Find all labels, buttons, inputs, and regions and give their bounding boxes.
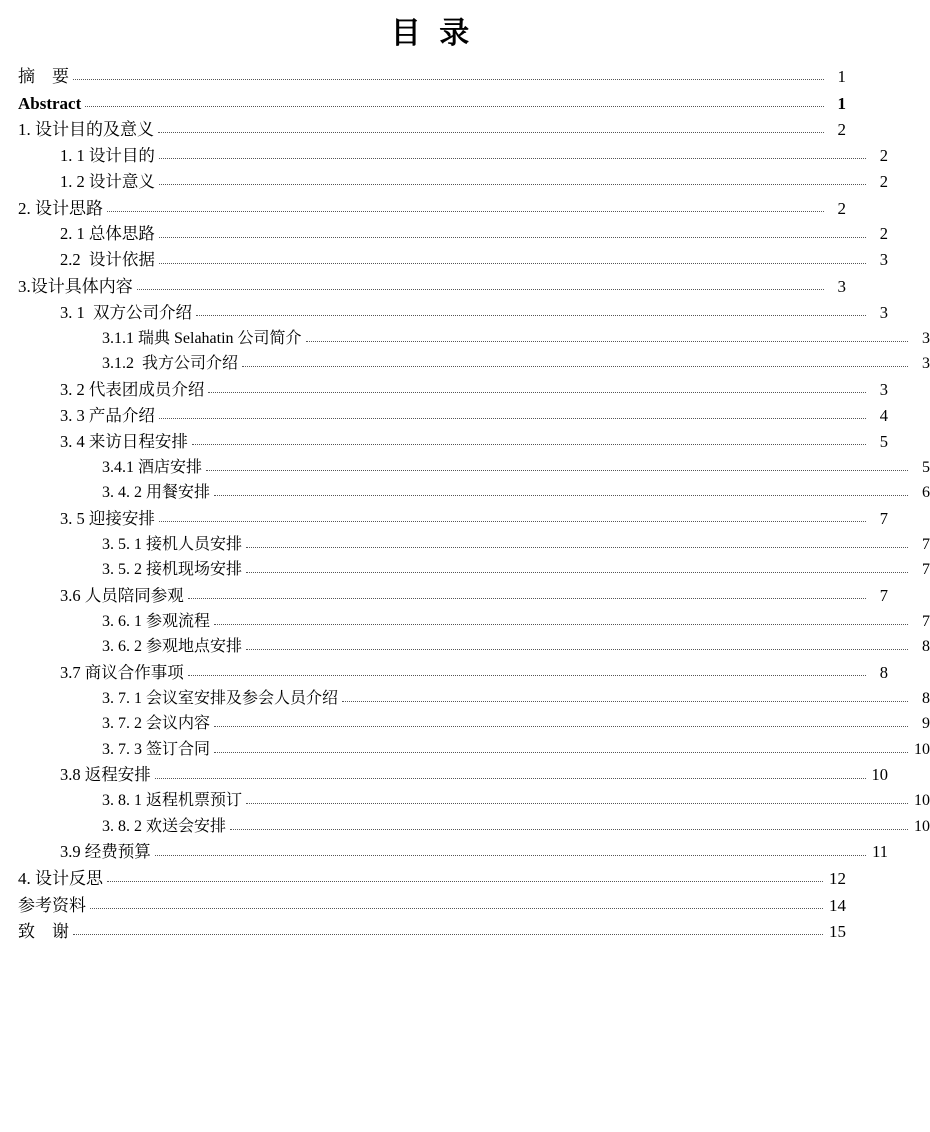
toc-leader-dots [159,183,866,185]
toc-entry[interactable] [18,537,930,553]
toc-entry-label: 3. 5 迎接安排 [60,508,155,528]
toc-entry[interactable] [18,302,888,322]
toc-leader-dots [158,131,824,133]
toc-entry-page-number: 10 [914,792,930,809]
toc-entry-page-number: 3 [922,355,930,372]
toc-entry-label: 3.6 人员陪同参观 [60,585,184,605]
toc-entry[interactable] [18,95,846,112]
toc-entry[interactable] [18,742,930,758]
toc-leader-dots [192,443,866,445]
toc-entry-page-number: 8 [922,638,930,655]
toc-entry-label: 1. 1 设计目的 [60,145,155,165]
toc-entry[interactable] [18,897,846,914]
toc-entry-page-number: 4 [879,405,888,425]
toc-entry[interactable] [18,252,888,269]
toc-leader-dots [159,157,866,159]
toc-leader-dots [90,907,823,909]
page-title: 目 录 [390,16,474,51]
toc-entry[interactable] [18,844,888,861]
toc-entry[interactable] [18,278,846,295]
toc-leader-dots [155,777,866,779]
toc-entry-label: 3.1.2 我方公司介绍 [102,355,239,372]
toc-entry[interactable] [18,923,846,940]
toc-entry[interactable] [18,819,930,835]
toc-entry-page-number: 9 [922,715,930,732]
toc-leader-dots [159,417,866,419]
toc-entry-page-number: 2 [837,120,846,139]
toc-entry-label: 3. 7. 1 会议室安排及参会人员介绍 [102,689,339,707]
toc-entry-label: 3.4.1 酒店安排 [102,458,203,476]
toc-entry-page-number: 8 [922,689,930,707]
toc-entry-label: 3.8 返程安排 [60,765,151,784]
toc-entry-page-number: 1 [837,93,846,113]
toc-entry-label: 3. 8. 1 返程机票预订 [102,792,243,809]
toc-leader-dots [159,262,866,264]
toc-entry-page-number: 15 [829,922,846,941]
toc-entry-page-number: 12 [829,869,846,888]
toc-entry-page-number: 14 [829,895,846,915]
toc-entry-label: 3.设计具体内容 [18,277,133,296]
toc-entry-label: 致 谢 [18,922,69,941]
toc-entry-label: 3.7 商议合作事项 [60,662,184,682]
toc-entry-page-number: 11 [872,842,888,861]
toc-entry-page-number: 3 [879,302,888,322]
toc-entry[interactable] [18,379,888,399]
toc-entry-page-number: 7 [922,535,930,553]
toc-entry-label: 2.2 设计依据 [60,250,155,269]
toc-leader-dots [159,520,866,522]
toc-entry[interactable] [18,121,846,138]
toc-entry-label: 1. 2 设计意义 [60,171,155,191]
toc-leader-dots [155,854,866,856]
table-of-contents [18,67,930,941]
toc-entry-label: Abstract [18,93,82,113]
toc-entry-page-number: 7 [879,508,888,528]
toc-leader-dots [246,648,908,650]
toc-leader-dots [107,880,823,882]
toc-entry[interactable] [18,639,930,655]
toc-entry[interactable] [18,662,888,682]
toc-entry[interactable] [18,485,930,501]
toc-leader-dots [196,314,866,316]
toc-entry[interactable] [18,767,888,784]
toc-entry-label: 3. 8. 2 欢送会安排 [102,817,227,835]
toc-entry[interactable] [18,870,846,887]
toc-entry-label: 3. 3 产品介绍 [60,405,155,425]
toc-leader-dots [137,288,824,290]
toc-entry-page-number: 7 [922,612,930,630]
toc-entry-label: 参考资料 [18,895,86,915]
toc-entry-page-number: 8 [879,662,888,682]
toc-leader-dots [230,828,908,830]
toc-entry[interactable] [18,200,846,217]
toc-entry[interactable] [18,331,930,347]
toc-entry-label: 2. 设计思路 [18,198,103,218]
toc-leader-dots [214,725,908,727]
toc-entry[interactable] [18,793,930,809]
toc-entry-page-number: 2 [879,224,888,243]
toc-entry[interactable] [18,508,888,528]
toc-entry-label: 3.9 经费预算 [60,842,151,861]
toc-entry-page-number: 5 [879,431,888,451]
toc-leader-dots [73,933,823,935]
toc-entry[interactable] [18,226,888,243]
toc-entry-page-number: 10 [914,740,930,758]
toc-entry-page-number: 3 [879,379,888,399]
toc-entry-page-number: 10 [871,765,888,784]
toc-leader-dots [159,236,866,238]
toc-leader-dots [188,597,866,599]
toc-leader-dots [214,494,908,496]
toc-leader-dots [246,802,908,804]
toc-entry-label: 4. 设计反思 [18,869,103,888]
toc-entry[interactable] [18,356,930,372]
toc-entry-label: 3.1.1 瑞典 Selahatin 公司简介 [102,329,302,347]
toc-entry[interactable] [18,562,930,578]
toc-entry-page-number: 7 [879,585,888,605]
toc-entry-label: 摘 要 [18,67,69,86]
toc-entry-label: 3. 5. 1 接机人员安排 [102,535,243,553]
toc-entry[interactable] [18,585,888,605]
toc-entry-label: 3. 4. 2 用餐安排 [102,484,211,501]
toc-leader-dots [214,623,908,625]
toc-leader-dots [306,340,908,342]
toc-entry-page-number: 5 [922,458,930,476]
toc-entry-label: 3. 7. 2 会议内容 [102,715,211,732]
toc-entry[interactable] [18,431,888,451]
toc-entry[interactable] [18,691,930,707]
toc-entry-label: 3. 6. 2 参观地点安排 [102,638,243,655]
toc-entry-label: 3. 4 来访日程安排 [60,431,188,451]
toc-entry-label: 3. 5. 2 接机现场安排 [102,561,243,578]
toc-entry-label: 3. 1 双方公司介绍 [60,302,192,322]
toc-entry-label: 3. 6. 1 参观流程 [102,612,211,630]
toc-entry-label: 3. 2 代表团成员介绍 [60,379,205,399]
toc-entry-page-number: 3 [879,250,888,269]
toc-leader-dots [188,674,866,676]
toc-leader-dots [85,105,824,107]
toc-entry-page-number: 3 [922,329,930,347]
toc-entry-label: 3. 7. 3 签订合同 [102,740,211,758]
toc-entry-page-number: 10 [914,817,930,835]
toc-entry[interactable] [18,460,930,476]
toc-entry-page-number: 7 [922,561,930,578]
toc-entry[interactable] [18,614,930,630]
toc-entry-page-number: 6 [922,484,930,501]
toc-leader-dots [214,751,908,753]
toc-entry[interactable] [18,68,846,85]
toc-leader-dots [73,78,824,80]
toc-leader-dots [208,391,866,393]
toc-leader-dots [107,210,824,212]
toc-entry-page-number: 2 [879,145,888,165]
toc-leader-dots [242,365,908,367]
toc-leader-dots [246,571,908,573]
toc-entry[interactable] [18,171,888,191]
toc-entry-page-number: 1 [837,67,846,86]
toc-entry-page-number: 2 [879,171,888,191]
toc-entry-page-number: 3 [837,277,846,296]
toc-leader-dots [206,469,908,471]
toc-entry-label: 1. 设计目的及意义 [18,120,154,139]
toc-entry-page-number: 2 [837,198,846,218]
toc-leader-dots [246,546,908,548]
toc-entry[interactable] [18,405,888,425]
toc-entry-label: 2. 1 总体思路 [60,224,155,243]
toc-entry[interactable] [18,716,930,732]
toc-leader-dots [342,700,908,702]
toc-entry[interactable] [18,145,888,165]
